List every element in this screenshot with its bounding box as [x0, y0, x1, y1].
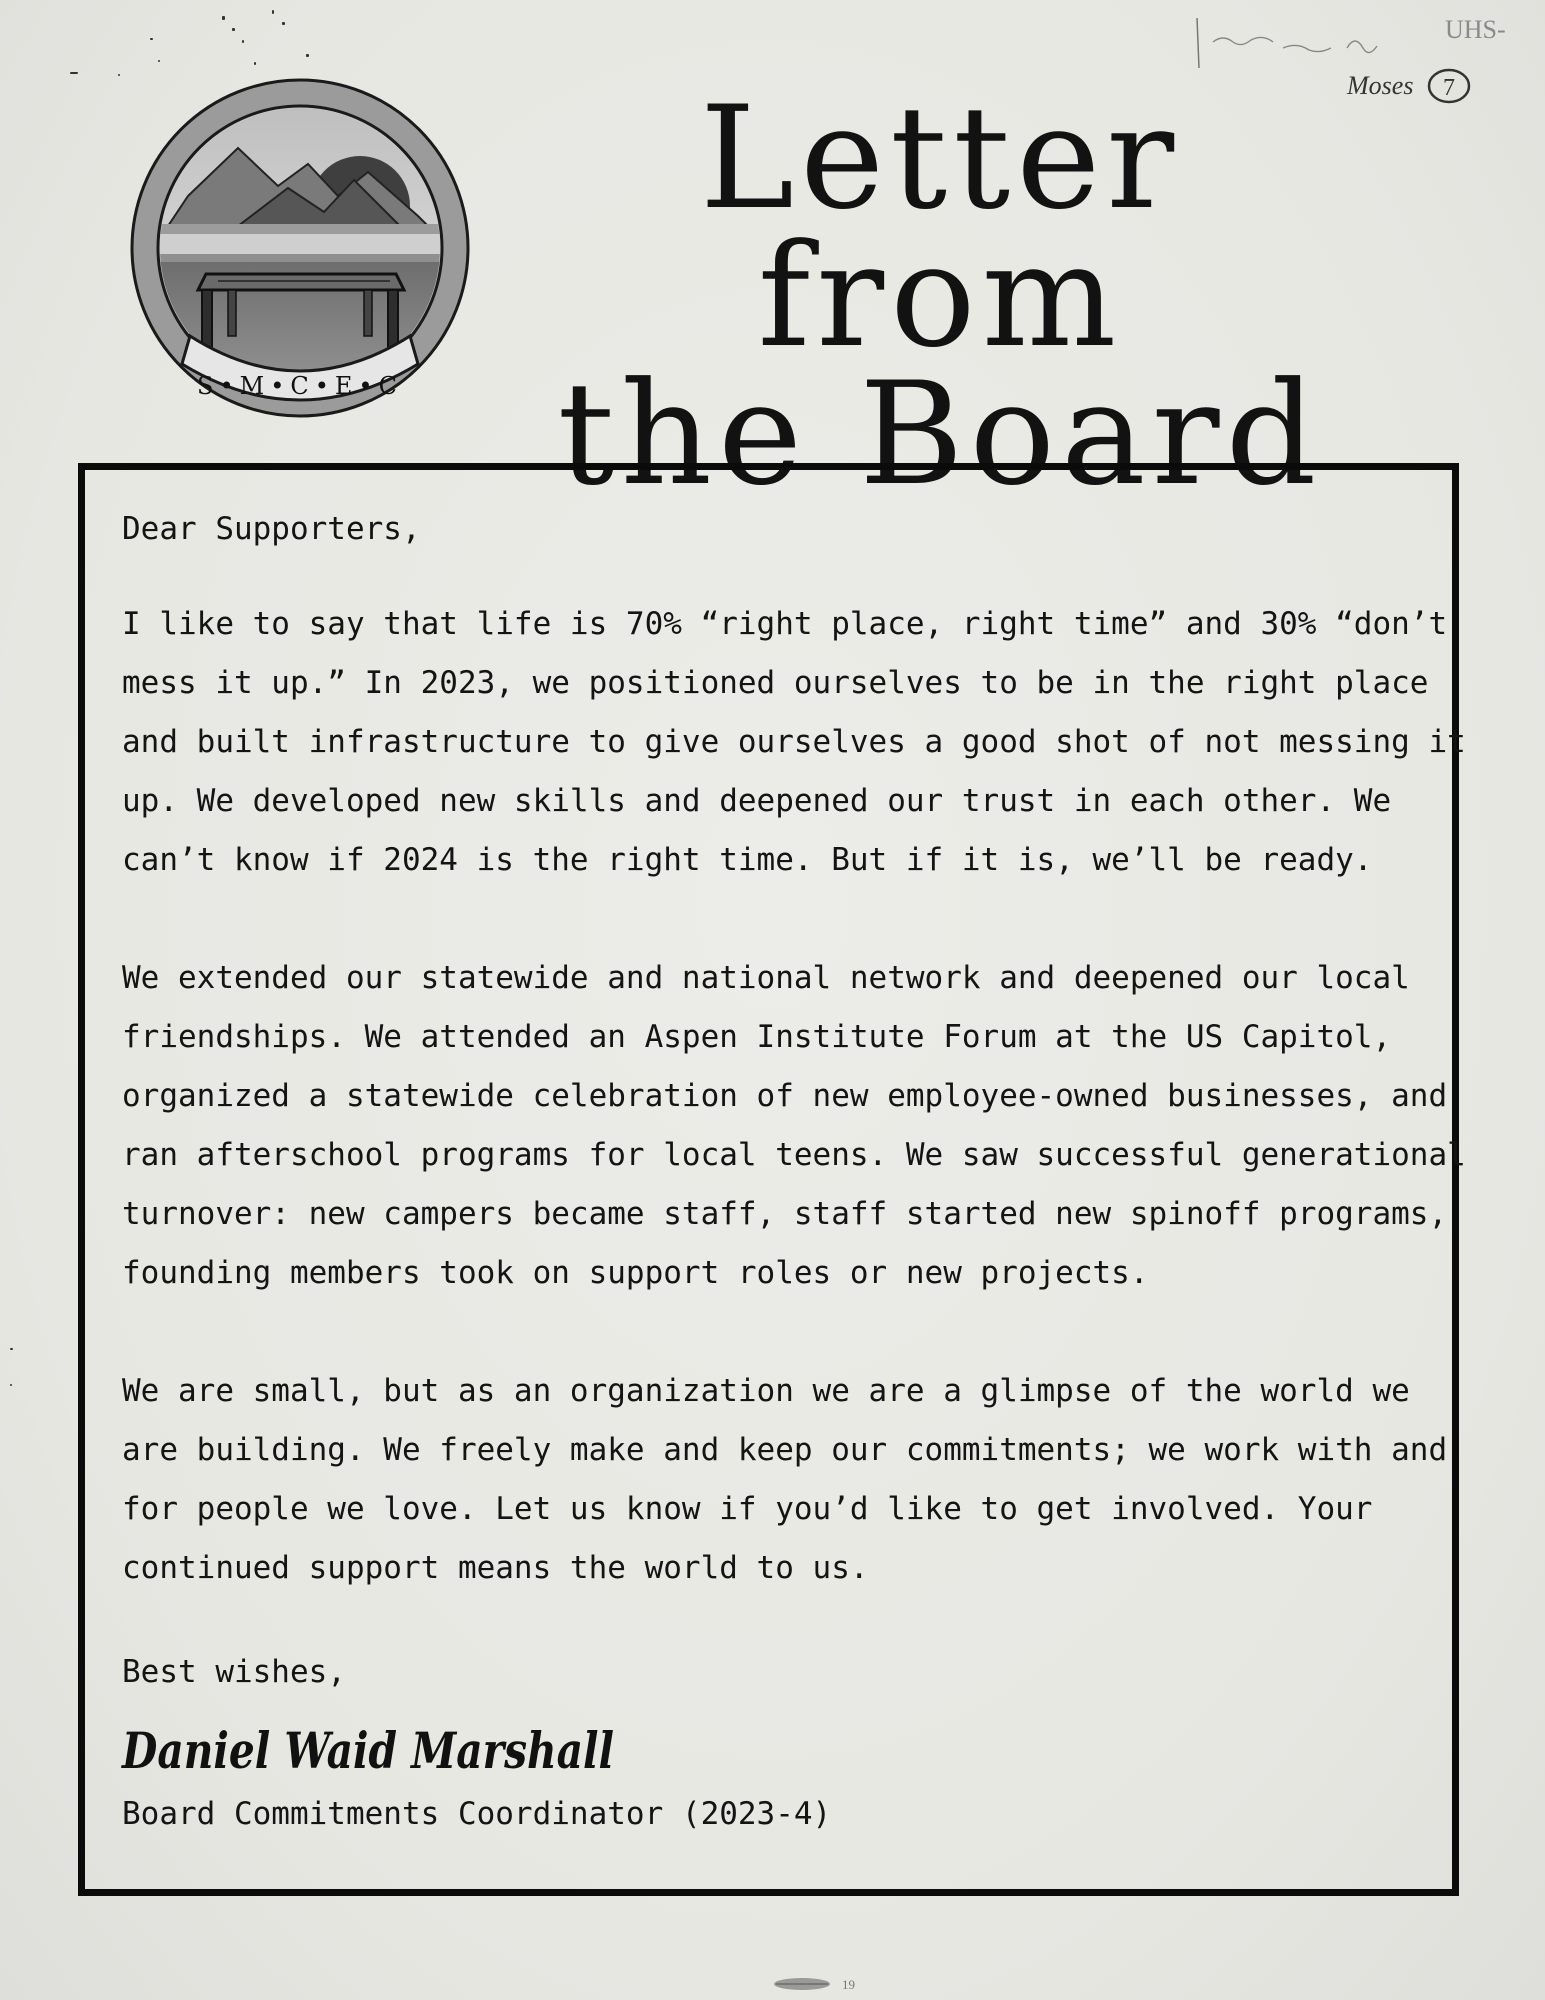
- paragraph-line: I like to say that life is 70% “right place, right time” and 30% “don’t: [122, 606, 1448, 642]
- paragraph-line: up. We developed new skills and deepened our trust in each other. We: [122, 783, 1392, 819]
- logo-letters: S•M•C•E•C: [197, 372, 403, 400]
- paragraph-line: friendships. We attended an Aspen Institute Forum at the US Capitol,: [122, 1019, 1392, 1055]
- paragraph-line: can’t know if 2024 is the right time. But if it is, we’ll be ready.: [122, 842, 1373, 878]
- smcec-logo: [128, 76, 472, 420]
- paragraph-line: We are small, but as an organization we are a glimpse of the world we: [122, 1373, 1410, 1409]
- letter-body: [122, 500, 1466, 1702]
- signature-text: Daniel Waid Marshall: [120, 1721, 614, 1780]
- page-number: 19: [842, 1977, 855, 1992]
- margin-note-moses: Moses: [1347, 71, 1414, 100]
- page-title: [520, 76, 1360, 517]
- paragraph-line: mess it up.” In 2023, we positioned ourselves to be in the right place: [122, 665, 1429, 701]
- paragraph-3: [122, 1362, 1448, 1598]
- title-line-2: the Board: [557, 352, 1323, 517]
- paragraph-line: ran afterschool programs for local teens. We saw successful generational: [122, 1137, 1466, 1173]
- paragraph-line: are building. We freely make and keep our commitments; we work with and: [122, 1432, 1448, 1468]
- letter-greeting: Dear Supporters,: [122, 511, 421, 547]
- margin-note-uhs: UHS-: [1445, 15, 1506, 44]
- footer-stamp: [760, 1972, 870, 1996]
- letter-closing: Best wishes,: [122, 1654, 346, 1690]
- title-line-1: Letter from: [699, 76, 1181, 379]
- signature: [118, 1710, 638, 1790]
- paragraph-line: We extended our statewide and national network and deepened our local: [122, 960, 1410, 996]
- handwritten-margin-notes: [1187, 8, 1517, 118]
- paragraph-2: [122, 949, 1466, 1303]
- paragraph-line: continued support means the world to us.: [122, 1550, 869, 1586]
- paragraph-line: founding members took on support roles or new projects.: [122, 1255, 1149, 1291]
- signer-title: Board Commitments Coordinator (2023-4): [122, 1796, 832, 1832]
- paragraph-line: for people we love. Let us know if you’d like to get involved. Your: [122, 1491, 1373, 1527]
- paragraph-line: and built infrastructure to give ourselves a good shot of not messing it: [122, 724, 1466, 760]
- paragraph-line: organized a statewide celebration of new employee-owned businesses, and: [122, 1078, 1448, 1114]
- margin-note-number: 7: [1443, 75, 1455, 101]
- paragraph-1: [122, 595, 1466, 890]
- paragraph-line: turnover: new campers became staff, staff started new spinoff programs,: [122, 1196, 1448, 1232]
